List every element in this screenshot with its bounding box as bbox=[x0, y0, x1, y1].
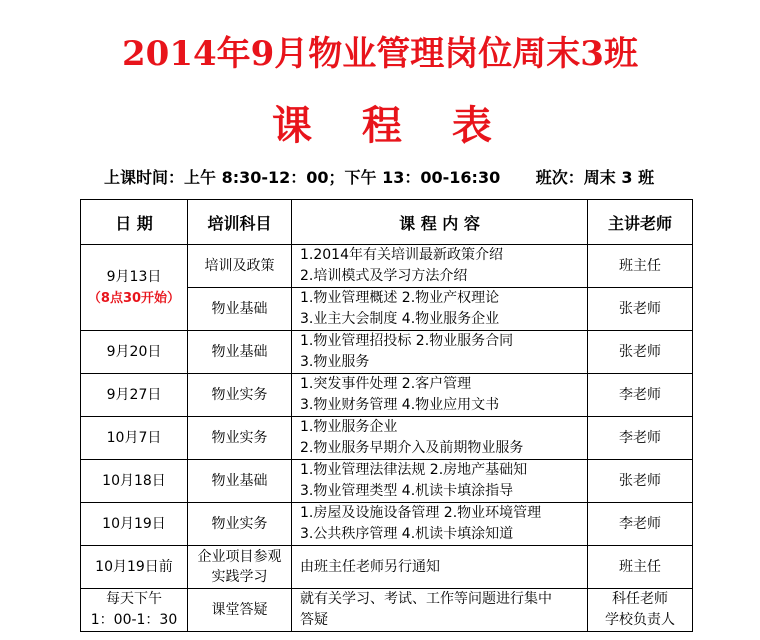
teacher-cell: 李老师 bbox=[588, 374, 693, 417]
teacher-text: 学校负责人 bbox=[605, 612, 675, 628]
content-cell bbox=[292, 546, 588, 589]
teacher-text: 科任老师 bbox=[612, 591, 668, 607]
table-row bbox=[81, 460, 693, 503]
course-schedule-table bbox=[80, 199, 693, 632]
column-header-content: 课 程 内 容 bbox=[292, 200, 588, 245]
teacher-cell: 李老师 bbox=[588, 417, 693, 460]
date-text: 9月13日 bbox=[106, 268, 162, 285]
table-header-row bbox=[81, 200, 693, 245]
content-line: 3.公共秩序管理 4.机读卡填涂知道 bbox=[300, 526, 514, 542]
date-cell: 9月20日 bbox=[81, 331, 188, 374]
table-row bbox=[81, 245, 693, 288]
content-cell bbox=[292, 245, 588, 288]
content-line: 3.业主大会制度 4.物业服务企业 bbox=[300, 311, 500, 327]
teacher-cell: 班主任 bbox=[588, 245, 693, 288]
document-title: 2014年9月物业管理岗位周末3班 bbox=[122, 34, 638, 74]
column-header-teacher: 主讲老师 bbox=[588, 200, 693, 245]
date-text: 每天下午 bbox=[106, 591, 162, 607]
content-line: 1.2014年有关培训最新政策介绍 bbox=[300, 247, 503, 263]
content-cell bbox=[292, 417, 588, 460]
table-row bbox=[81, 417, 693, 460]
column-header-subject: 培训科目 bbox=[188, 200, 292, 245]
date-cell bbox=[81, 589, 188, 632]
subject-cell: 物业基础 bbox=[188, 460, 292, 503]
content-line: 1.物业管理招投标 2.物业服务合同 bbox=[300, 333, 514, 349]
content-cell bbox=[292, 374, 588, 417]
date-cell: 10月7日 bbox=[81, 417, 188, 460]
table-row bbox=[81, 374, 693, 417]
teacher-cell bbox=[588, 589, 693, 632]
content-line: 1.房屋及设施设备管理 2.物业环境管理 bbox=[300, 505, 542, 521]
subject-cell: 物业实务 bbox=[188, 503, 292, 546]
date-cell: 10月19日 bbox=[81, 503, 188, 546]
subject-cell: 培训及政策 bbox=[188, 245, 292, 288]
table-row bbox=[81, 546, 693, 589]
date-cell: 10月18日 bbox=[81, 460, 188, 503]
content-line: 2.物业服务早期介入及前期物业服务 bbox=[300, 440, 524, 456]
table-row bbox=[81, 589, 693, 632]
teacher-cell: 李老师 bbox=[588, 503, 693, 546]
content-cell bbox=[292, 288, 588, 331]
class-name: 班次：周末 3 班 bbox=[535, 168, 655, 187]
date-cell bbox=[81, 245, 188, 331]
subject-cell: 物业实务 bbox=[188, 374, 292, 417]
subject-cell: 物业基础 bbox=[188, 331, 292, 374]
content-line: 3.物业财务管理 4.物业应用文书 bbox=[300, 397, 500, 413]
content-line: 1.物业服务企业 bbox=[300, 419, 398, 435]
content-line: 就有关学习、考试、工作等问题进行集中 bbox=[300, 591, 552, 607]
content-line: 1.物业管理法律法规 2.房地产基础知 bbox=[300, 462, 528, 478]
content-cell bbox=[292, 589, 588, 632]
start-time-note: （8点30开始） bbox=[87, 290, 181, 306]
table-row bbox=[81, 331, 693, 374]
content-line: 2.培训模式及学习方法介绍 bbox=[300, 268, 468, 284]
content-cell bbox=[292, 460, 588, 503]
subject-cell: 物业实务 bbox=[188, 417, 292, 460]
content-line: 1.突发事件处理 2.客户管理 bbox=[300, 376, 472, 392]
content-line: 3.物业服务 bbox=[300, 354, 370, 370]
teacher-cell: 张老师 bbox=[588, 331, 693, 374]
subject-cell bbox=[188, 546, 292, 589]
column-header-date: 日 期 bbox=[81, 200, 188, 245]
document-subtitle: 课 程 表 bbox=[272, 102, 510, 149]
table-row bbox=[81, 503, 693, 546]
content-cell bbox=[292, 503, 588, 546]
subject-cell: 物业基础 bbox=[188, 288, 292, 331]
content-line: 3.物业管理类型 4.机读卡填涂指导 bbox=[300, 483, 514, 499]
content-line: 1.物业管理概述 2.物业产权理论 bbox=[300, 290, 500, 306]
content-line: 由班主任老师另行通知 bbox=[300, 558, 440, 575]
date-cell: 9月27日 bbox=[81, 374, 188, 417]
schedule-info bbox=[104, 167, 654, 189]
content-cell bbox=[292, 331, 588, 374]
content-line: 答疑 bbox=[300, 612, 328, 628]
subject-text: 企业项目参观实践学习 bbox=[197, 548, 282, 585]
time-range-text: 1：00-1：30 bbox=[90, 612, 178, 628]
subject-cell: 课堂答疑 bbox=[188, 589, 292, 632]
class-time: 上课时间：上午 8:30-12：00；下午 13：00-16:30 bbox=[104, 168, 501, 187]
teacher-cell: 张老师 bbox=[588, 288, 693, 331]
date-cell: 10月19日前 bbox=[81, 546, 188, 589]
teacher-cell: 张老师 bbox=[588, 460, 693, 503]
teacher-cell: 班主任 bbox=[588, 546, 693, 589]
